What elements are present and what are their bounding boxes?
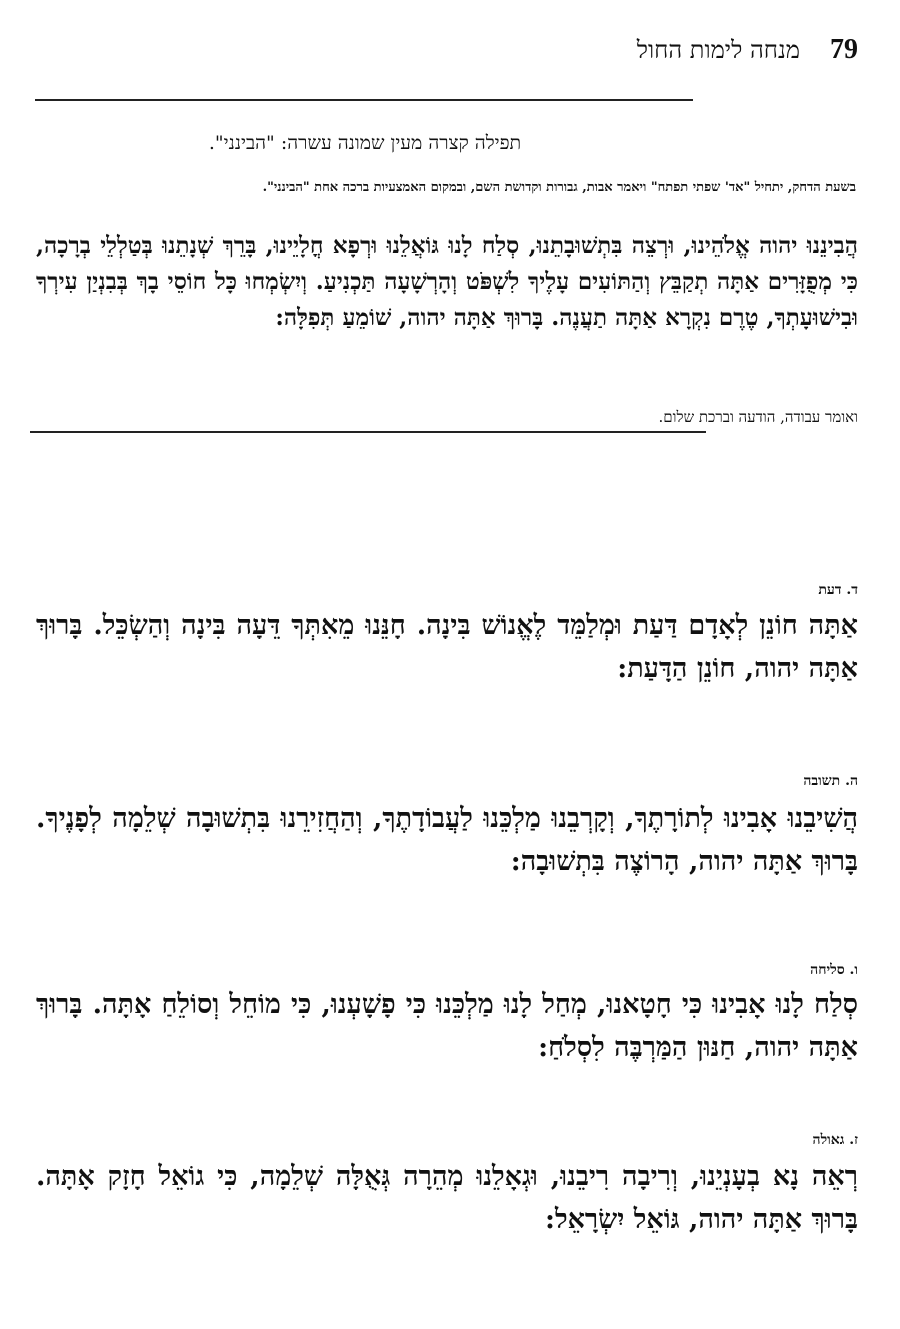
box-prayer-text: הֲבִינֵנוּ יהוה אֱלֹהֵינוּ, וּרְצֵה בִּתְשׁוּבָתֵנוּ, סְלַח לָנוּ גּוֹאֲלֵנוּ וּרְפָא חֳלָיֵינוּ, בָּרֵךְ שְׁנָתֵנוּ בְּטַלְלֵי בְרָכָה, כִּי מְפֻזָּרִים אַתָּה תְקַבֵּץ וְהַתּוֹעִים עָלֶיךָ לִשְׁפֹּט וְהָרְשָׁעָה תַּכְנִיעַ. וְיִשְׂמְחוּ כָּל חוֹסֵי בָךְ בְּבִנְיַן עִירְךָ וּבִישׁוּעָתְךָ, טֶרֶם נִקְרָא אַתָּה תַעֲנֶה. בָּרוּךְ אַתָּה יהוה, שׁוֹמֵעַ תְּפִלָּה: [36,232,858,331]
section-text-slicha: סְלַח לָנוּ אָבִינוּ כִּי חָטָאנוּ, מְחַל לָנוּ מַלְכֵּנוּ כִּי פָשָׁעְנוּ, כִּי מוֹחֵל וְסוֹלֵחַ אָתָּה. בָּרוּךְ אַתָּה יהוה, חַנּוּן הַמַּרְבֶּה לִסְלֹחַ: [36,989,858,1063]
top-rule-divider [35,99,693,101]
running-title: מנחה לימות החול [636,36,800,64]
section-text-daat: אַתָּה חוֹנֵן לְאָדָם דַּעַת וּמְלַמֵּד לֶאֱנוֹשׁ בִּינָה. חָנֵּנוּ מֵאִתְּךָ דֵּעָה בִּינָה וְהַשְׂכֵּל. בָּרוּךְ אַתָּה יהוה, חוֹנֵן הַדָּעַת: [36,610,858,684]
section-label-slicha: ו. סליחה [810,962,858,978]
box-footnote: ואומר עבודה, הודעה וברכת שלום. [658,408,858,426]
box-instruction: בשעת הדחק, יתחיל "אד' שפתי תפתח" ויאמר אבות, גבורות וקדושת השם, ובמקום האמצעיות ברכה אחת "הבינני". [262,180,856,195]
box-title: תפילה קצרה מעין שמונה עשרה: "הבינני". [208,132,522,154]
section-label-daat: ד. דעת [818,582,858,598]
page-number: 79 [830,34,858,65]
section-label-teshuva: ה. תשובה [803,773,858,789]
bottom-rule-divider [30,431,706,433]
section-text-teshuva: הֲשִׁיבֵנוּ אָבִינוּ לְתוֹרָתֶךָ, וְקָרְבֵנוּ מַלְכֵּנוּ לַעֲבוֹדָתֶךָ, וְהַחֲזִירֵנוּ בִּתְשׁוּבָה שְׁלֵמָה לְפָנֶיךָ. בָּרוּךְ אַתָּה יהוה, הָרוֹצֶה בִּתְשׁוּבָה: [36,803,858,877]
section-label-geula: ז. גאולה [812,1132,858,1148]
section-text-geula: רְאֵה נָא בְעָנְיֵנוּ, וְרִיבָה רִיבֵנוּ, וּגְאָלֵנוּ מְהֵרָה גְּאֻלָּה שְׁלֵמָה, כִּי גוֹאֵל חָזָק אָתָּה. בָּרוּךְ אַתָּה יהוה, גּוֹאֵל יִשְׂרָאֵל: [36,1161,858,1235]
